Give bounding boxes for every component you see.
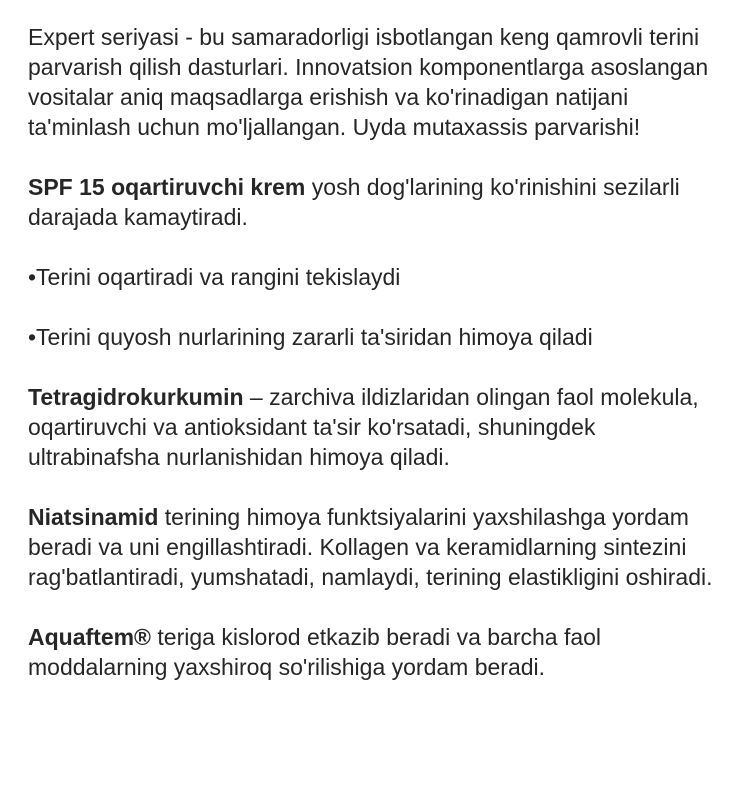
tetrahydrocurcumin-text: – zarchiva ildizlaridan olingan faol molekula, oqartiruvchi va antioksidant ta'sir ko'rsatadi, shuningdek ultrabinafsha nurlanishidan himoya qiladi. [28,384,699,470]
bullet-sun-protection [28,322,718,352]
niacinamide-text: terining himoya funktsiyalarini yaxshilashga yordam beradi va uni engillashtiradi. Kollagen va keramidlarning sintezini rag'batlantiradi, yumshatadi, namlaydi, terining elastikligini oshiradi. [28,504,713,590]
bullet-whitening-text: •Terini oqartiradi va rangini tekislaydi [28,264,401,290]
tetrahydrocurcumin-paragraph [28,382,718,472]
spf-cream-term: SPF 15 oqartiruvchi krem [28,174,306,200]
bullet-whitening [28,262,718,292]
spf-cream-text: yosh dog'larining ko'rinishini sezilarli darajada kamaytiradi. [28,174,680,230]
intro-paragraph [28,22,718,142]
aquaftem-term: Aquaftem® [28,624,152,650]
product-description [28,22,718,682]
niacinamide-term: Niatsinamid [28,504,159,530]
intro-text: Expert seriyasi - bu samaradorligi isbotlangan keng qamrovli terini parvarish qilish dasturlari. Innovatsion komponentlarga asoslangan vositalar aniq maqsadlarga erishish va ko'rinadigan natijani ta'minlash uchun mo'ljallangan. Uyda mutaxassis parvarishi! [28,24,709,140]
aquaftem-paragraph [28,622,718,682]
bullet-sun-protection-text: •Terini quyosh nurlarining zararli ta'siridan himoya qiladi [28,324,593,350]
spf-cream-paragraph [28,172,718,232]
aquaftem-text: teriga kislorod etkazib beradi va barcha faol moddalarning yaxshiroq so'rilishiga yordam beradi. [28,624,602,680]
niacinamide-paragraph [28,502,718,592]
tetrahydrocurcumin-term: Tetragidrokurkumin [28,384,244,410]
